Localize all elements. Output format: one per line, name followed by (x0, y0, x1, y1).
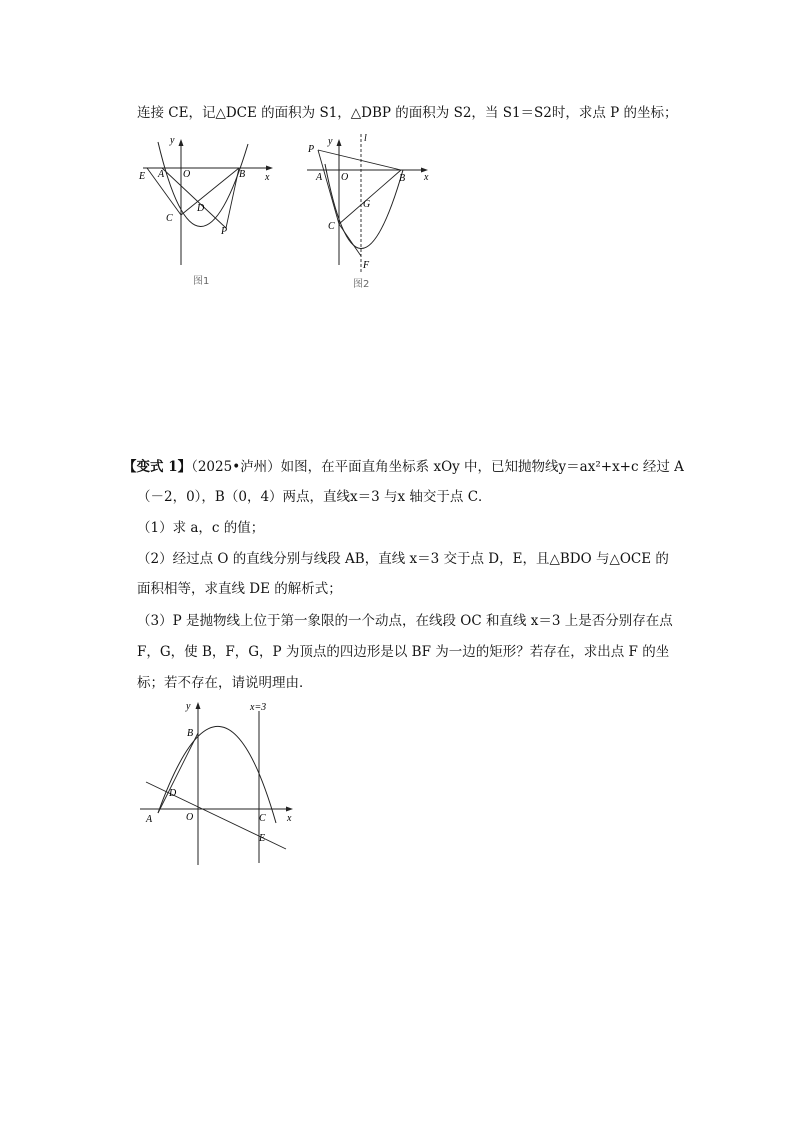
label-A: A (146, 814, 153, 825)
label-x-equals-3: x=3 (250, 702, 267, 713)
y-axis-arrow (196, 702, 201, 709)
figure-3 (138, 695, 308, 874)
label-O: O (183, 169, 191, 180)
label-x: x (265, 172, 270, 183)
question-3-line-a: （3）P 是抛物线上位于第一象限的一个动点，在线段 OC 和直线 x＝3 上是否分别存在点 (137, 613, 673, 629)
figure-2 (303, 130, 443, 279)
variant1-tag: 【变式 1】 (123, 459, 192, 475)
figure-1-svg (138, 130, 278, 270)
label-P: P (308, 144, 315, 155)
label-B: B (187, 728, 194, 739)
y-axis-arrow (179, 139, 184, 146)
label-C: C (259, 813, 266, 824)
question-3-line-c: 标；若不存在，请说明理由． (137, 675, 313, 691)
label-A: A (158, 169, 165, 180)
segment-PC (318, 150, 339, 224)
label-D: D (169, 788, 177, 799)
label-y: y (170, 135, 175, 146)
variant1-line1-text: （2025•泸州）如图，在平面直角坐标系 xOy 中，已知抛物线y＝ax²+x+c 经过 A (191, 459, 684, 475)
figure-2-svg (303, 130, 443, 275)
label-O: O (186, 812, 194, 823)
label-O: O (341, 172, 349, 183)
label-A: A (316, 172, 323, 183)
x-axis-arrow (266, 166, 273, 171)
label-F: F (363, 260, 370, 271)
question-2-line-b: 面积相等，求直线 DE 的解析式； (137, 581, 342, 597)
question-3-line-b: F，G，使 B，F，G，P 为顶点的四边形是以 BF 为一边的矩形？若存在，求出点 F 的坐 (137, 644, 670, 660)
y-axis-arrow (337, 139, 342, 146)
question-2-line-a: （2）经过点 O 的直线分别与线段 AB，直线 x＝3 交于点 D，E，且△BDO 与△OCE 的 (137, 551, 669, 567)
variant1-line2: （－2，0），B（0，4）两点，直线x＝3 与x 轴交于点 C． (137, 489, 492, 505)
segment-AB (158, 733, 198, 813)
segment-CF (339, 224, 361, 256)
label-y: y (328, 136, 333, 147)
label-x: x (424, 172, 429, 183)
x-axis-arrow (286, 807, 293, 812)
label-D: D (197, 203, 205, 214)
segment-PB (318, 150, 401, 170)
figure-3-svg (138, 695, 308, 870)
label-E: E (139, 171, 146, 182)
label-y: y (186, 701, 191, 712)
figure-2-caption: 图2 (353, 279, 370, 290)
question-1: （1）求 a，c 的值； (137, 520, 265, 536)
label-l: l (364, 133, 367, 144)
figure-1 (138, 130, 278, 274)
label-B: B (239, 169, 246, 180)
label-x: x (287, 813, 292, 824)
segment-CB (339, 170, 401, 224)
figure-1-caption: 图1 (193, 276, 210, 287)
part1-text: 连接 CE，记△DCE 的面积为 S1，△DBP 的面积为 S2，当 S1＝S2时，求点 P 的坐标； (137, 105, 678, 121)
label-G: G (363, 199, 371, 210)
variant1-line1 (123, 458, 684, 476)
label-B: B (399, 173, 406, 184)
label-C: C (166, 213, 173, 224)
label-P: P (221, 226, 228, 237)
label-C: C (328, 221, 335, 232)
label-E: E (259, 833, 266, 844)
